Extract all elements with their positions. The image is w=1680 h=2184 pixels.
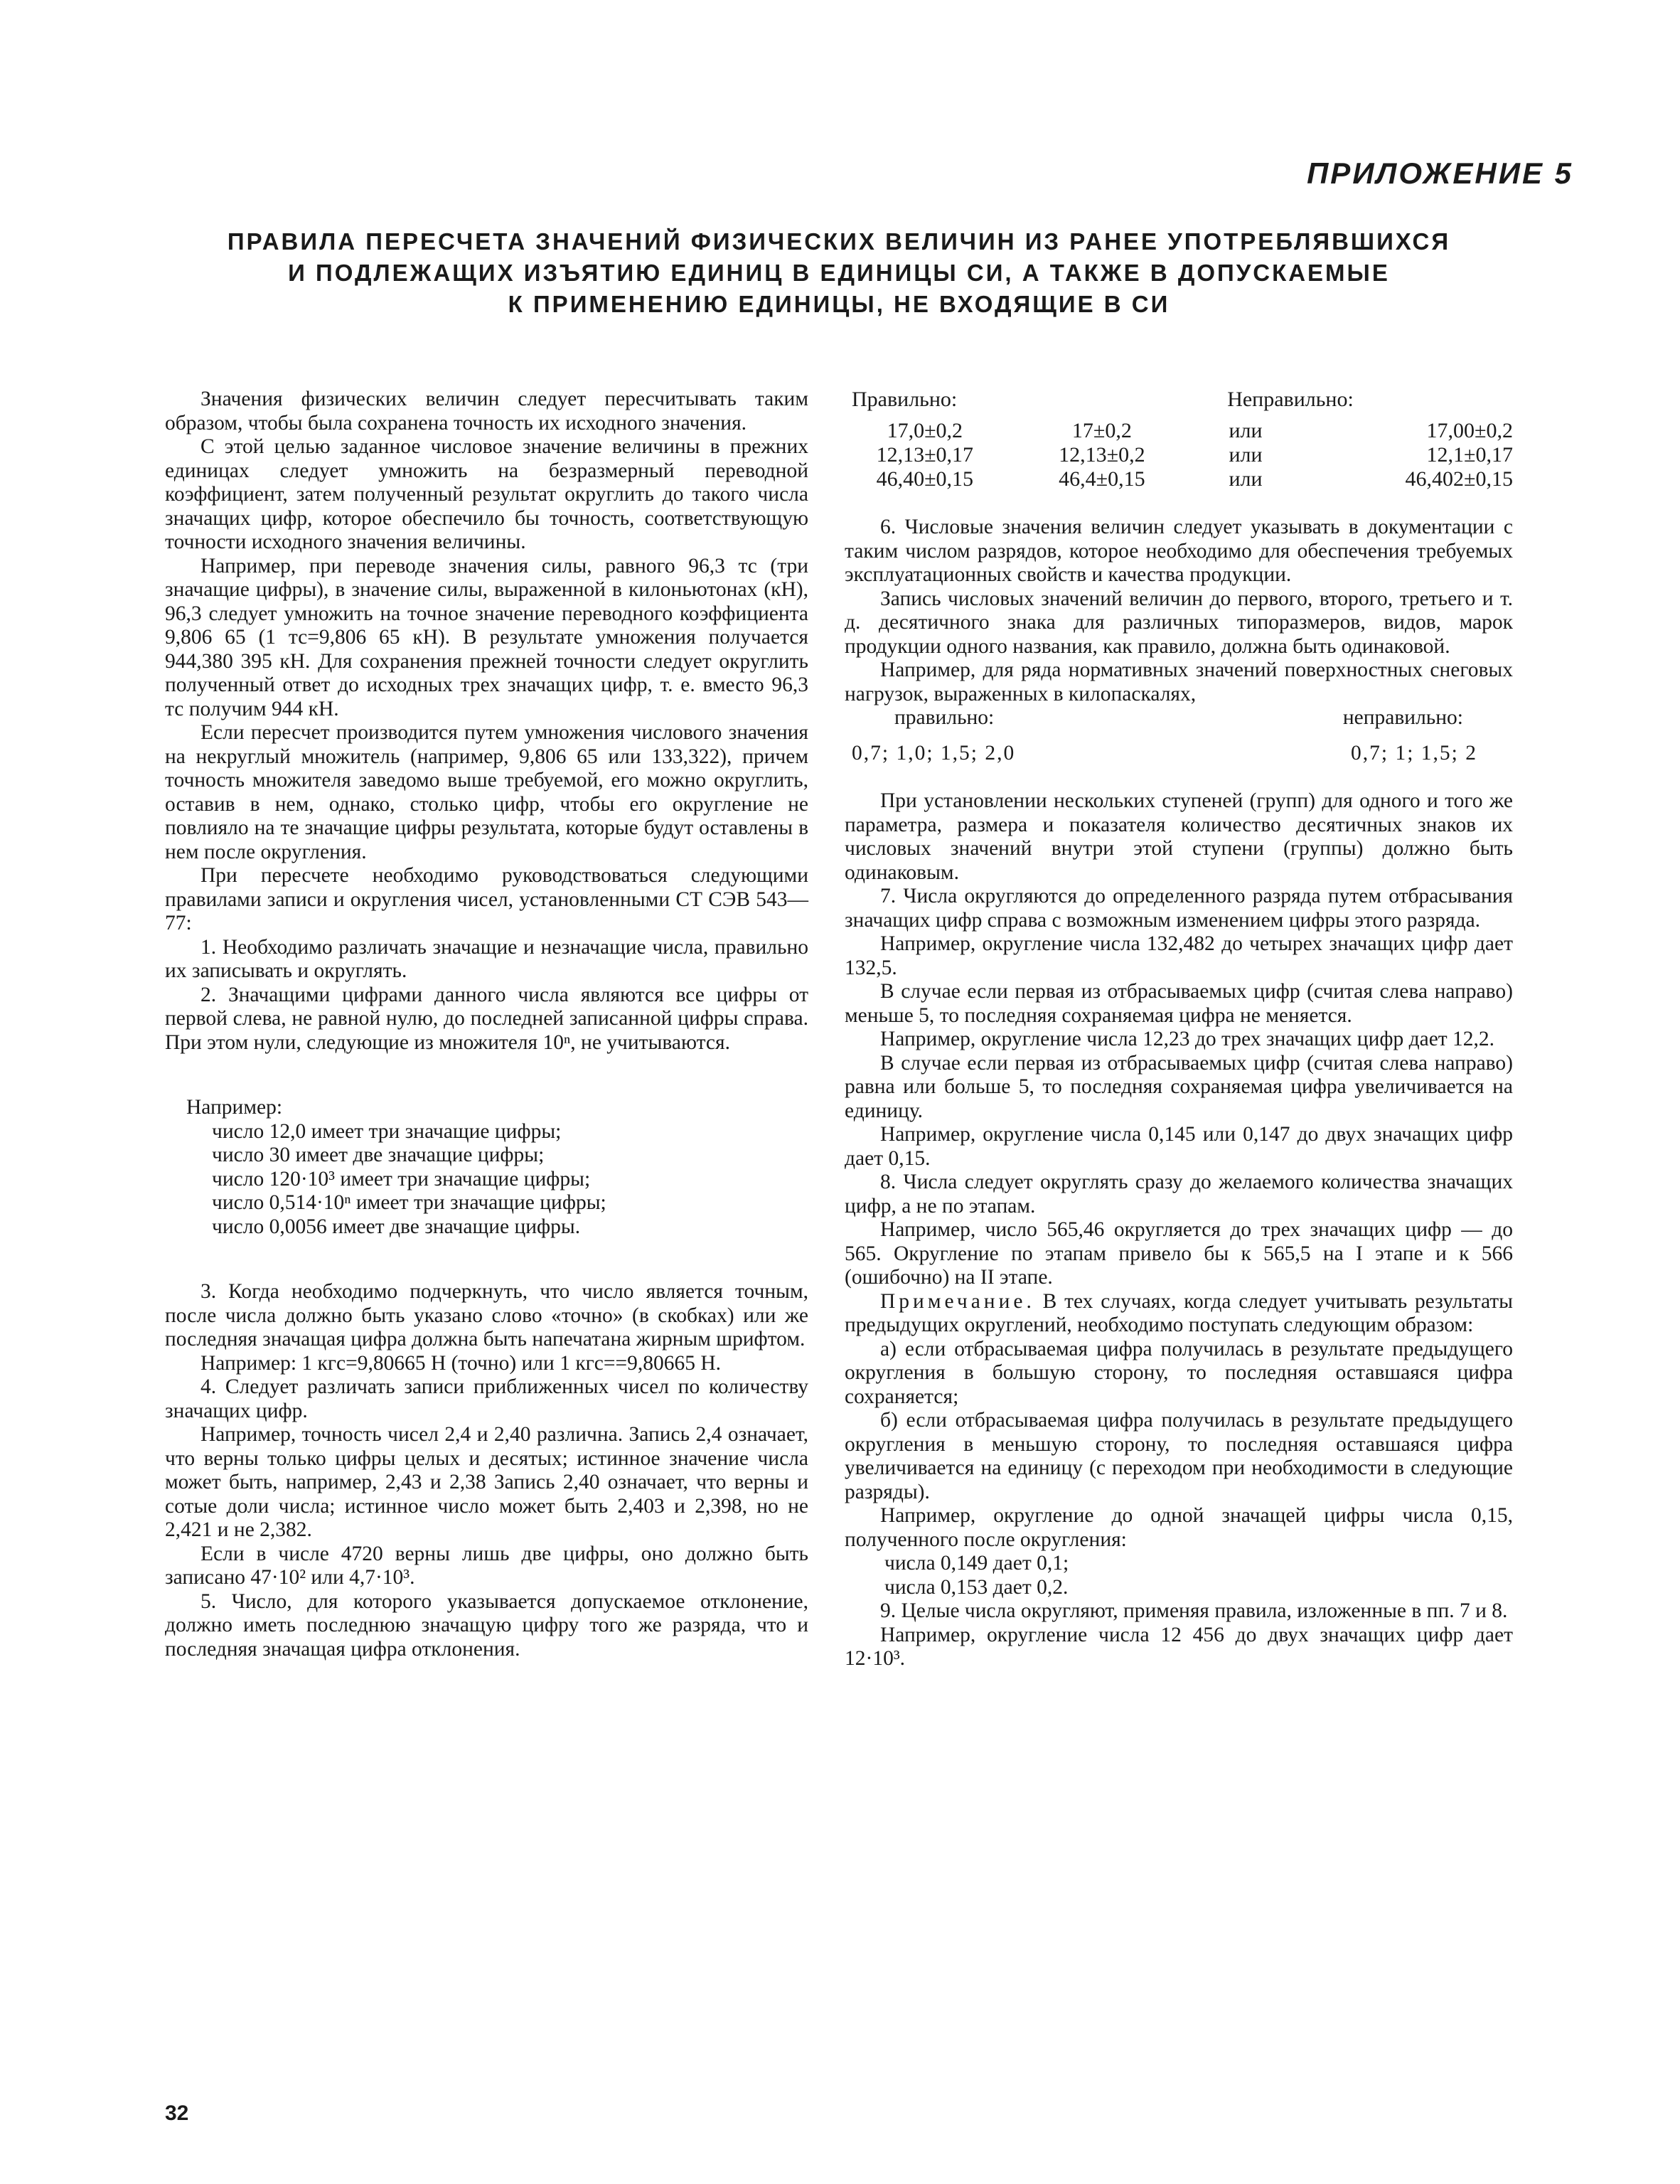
rule-2: 2. Значащими цифрами данного числа являются все цифры от первой слева, не равной нулю, до последней записанной цифры справа. При этом нули, следующие из множителя 10ⁿ, не учитываются.: [165, 983, 808, 1054]
document-title: [142, 226, 1536, 320]
correct-value: 12,13±0,2: [1059, 443, 1145, 467]
example-line: число 30 имеет две значащие цифры;: [212, 1144, 545, 1166]
rule-5: 5. Число, для которого указывается допускаемое отклонение, должно иметь последнюю значащую цифру того же разряда, что и последняя значащая цифра отклонения.: [165, 1589, 808, 1661]
paragraph-multiplier: Если пересчет производится путем умножения числового значения на некруглый множитель (например, 9,806 65 или 133,322), причем точность множителя заведомо выше требуемой, его можно округлить, оставив в нем, однако, столько цифр, чтобы его округление не повлияло на те значащие цифры результата, которые будут оставлены в нем после округления.: [165, 721, 808, 863]
wrong-value: 12,1±0,17: [1426, 443, 1513, 467]
example-line: число 0,0056 имеет две значащие цифры.: [212, 1215, 581, 1238]
correct-value: 17±0,2: [1071, 419, 1132, 442]
or-word: или: [1229, 419, 1263, 442]
rule-6-groups: При установлении нескольких ступеней (групп) для одного и того же параметра, размера и показателя количество десятичных знаков их числовых значений внутри этой ступени (группы) должно быть одинаковым.: [845, 789, 1513, 884]
rule-8: 8. Числа следует округлять сразу до желаемого количества значащих цифр, а не по этапам.: [845, 1171, 1513, 1218]
rule-6-digits: Запись числовых значений величин до первого, второго, третьего и т. д. десятичного знака для различных типоразмеров, видов, марок продукции одного названия, как правило, должна быть одинаковой.: [845, 587, 1513, 658]
rule-1: 1. Необходимо различать значащие и незначащие числа, правильно их записывать и округлять.: [165, 935, 808, 982]
correct-value: 12,13±0,17: [876, 443, 974, 467]
rule-7-example: Например, округление числа 132,482 до четырех значащих цифр дает 132,5.: [845, 932, 1513, 979]
right-column: [845, 388, 1513, 1671]
examples-heading: Например:: [186, 1096, 283, 1119]
snow-wrong-label: неправильно:: [1342, 706, 1463, 729]
example-line: число 120·10³ имеет три значащие цифры;: [212, 1167, 591, 1190]
rule-8-example: Например, число 565,46 округляется до трех значащих цифр — до 565. Округление по этапам привело бы к 565,5 на I этапе и к 566 (ошибочно) на II этапе.: [845, 1218, 1513, 1289]
rule-9-example: Например, округление числа 12 456 до двух значащих цифр дает 12·10³.: [845, 1623, 1513, 1670]
wrong-value: 46,402±0,15: [1405, 467, 1513, 491]
example-line: число 0,514·10ⁿ имеет три значащие цифры;: [212, 1191, 606, 1214]
note-example-line: числа 0,153 дает 0,2.: [884, 1575, 1069, 1599]
note-case-a: а) если отбрасываемая цифра получилась в результате предыдущего округления в большую сторону, то последняя оставшаяся цифра сохраняется;: [845, 1337, 1513, 1408]
rule-4-example-2: Если в числе 4720 верны лишь две цифры, оно должно быть записано 47·10² или 4,7·10³.: [165, 1542, 808, 1589]
note: [845, 1290, 1513, 1338]
title-line-2: И ПОДЛЕЖАЩИХ ИЗЪЯТИЮ ЕДИНИЦ В ЕДИНИЦЫ СИ, А ТАКЖЕ В ДОПУСКАЕМЫЕ: [288, 260, 1390, 286]
example-line: число 12,0 имеет три значащие цифры;: [212, 1119, 562, 1143]
tolerance-table: [845, 388, 1513, 491]
correct-value: 46,40±0,15: [876, 467, 974, 491]
note-example: Например, округление до одной значащей цифры числа 0,15, полученного после округления:: [845, 1504, 1513, 1551]
correct-value: 46,4±0,15: [1059, 467, 1145, 491]
correct-value: 17,0±0,2: [887, 419, 963, 442]
table-row: [845, 443, 1513, 467]
table-row: [845, 419, 1513, 443]
paragraph-example-force: Например, при переводе значения силы, равного 96,3 тс (три значащие цифры), в значение силы, выраженной в килоньютонах (кН), 96,3 следует умножить на точное значение переводного коэффициента 9,806 65 (1 тс=9,806 65 кН). В результате умножения получается 944,380 395 кН. Для сохранения прежней точности следует округлить полученный ответ до исходных трех значащих цифр, т. е. вместо 96,3 тс получим 944 кН.: [165, 554, 808, 720]
table-row: [845, 467, 1513, 491]
snow-values: [845, 742, 1513, 766]
rule-7: 7. Числа округляются до определенного разряда путем отбрасывания значащих цифр справа с возможным изменением цифры этого разряда.: [845, 885, 1513, 932]
or-word: или: [1229, 443, 1263, 467]
rule-7-less-example: Например, округление числа 12,23 до трех значащих цифр дает 12,2.: [880, 1028, 1495, 1050]
rule-3: 3. Когда необходимо подчеркнуть, что число является точным, после числа должно быть указано слово «точно» (в скобках) или же последняя значащая цифра должна быть напечатана жирным шрифтом.: [165, 1280, 808, 1351]
rule-6-example: Например, для ряда нормативных значений поверхностных снеговых нагрузок, выраженных в килопаскалях,: [845, 659, 1513, 705]
snow-correct-label: правильно:: [894, 706, 995, 729]
snow-correct-values: 0,7; 1,0; 1,5; 2,0: [852, 741, 1016, 765]
title-line-3: К ПРИМЕНЕНИЮ ЕДИНИЦЫ, НЕ ВХОДЯЩИЕ В СИ: [508, 291, 1170, 317]
paragraph-method: С этой целью заданное числовое значение величины в прежних единицах следует умножить на безразмерный переводной коэффициент, затем полученный результат округлить до такого числа значащих цифр, которое обеспечило бы точность, соответствующую точности исходного значения величины.: [165, 435, 808, 553]
note-label: Примечание.: [880, 1289, 1035, 1313]
wrong-header: Неправильно:: [1227, 388, 1354, 411]
note-case-b: б) если отбрасываемая цифра получилась в результате предыдущего округления в меньшую сторону, то последняя оставшаяся цифра увеличивается на единицу (с переходом при необходимости в следующие разряды).: [845, 1409, 1513, 1503]
rule-6: 6. Числовые значения величин следует указывать в документации с таким числом разрядов, которое необходимо для обеспечения требуемых эксплуатационных свойств и качества продукции.: [845, 516, 1513, 586]
appendix-label: ПРИЛОЖЕНИЕ 5: [1307, 156, 1573, 190]
paragraph-rules-intro: При пересчете необходимо руководствоваться следующими правилами записи и округления чисел, установленными СТ СЭВ 543—77:: [165, 864, 808, 934]
or-word: или: [1229, 467, 1263, 491]
left-column: [165, 388, 808, 1661]
rule-7-more-example: Например, округление числа 0,145 или 0,147 до двух значащих цифр дает 0,15.: [845, 1123, 1513, 1170]
rule-9: 9. Целые числа округляют, применяя правила, изложенные в пп. 7 и 8.: [880, 1599, 1508, 1622]
correct-header: Правильно:: [852, 388, 958, 411]
wrong-value: 17,00±0,2: [1426, 419, 1513, 442]
rule-4-example: Например, точность чисел 2,4 и 2,40 различна. Запись 2,4 означает, что верны только цифры целых и десятых; истинное значение числа может быть, например, 2,43 и 2,38 Запись 2,40 означает, что верны и сотые доли числа; истинное число может быть 2,403 и 2,398, но не 2,421 и не 2,382.: [165, 1423, 808, 1541]
rule-3-example: Например: 1 кгс=9,80665 Н (точно) или 1 кгс==9,80665 Н.: [200, 1351, 722, 1375]
snow-labels: [845, 706, 1513, 730]
note-example-line: числа 0,149 дает 0,1;: [884, 1552, 1069, 1575]
note-text: В тех случаях, когда следует учитывать результаты предыдущих округлений, необходимо поступать следующим образом:: [845, 1289, 1514, 1336]
title-line-1: ПРАВИЛА ПЕРЕСЧЕТА ЗНАЧЕНИЙ ФИЗИЧЕСКИХ ВЕЛИЧИН ИЗ РАНЕЕ УПОТРЕБЛЯВШИХСЯ: [227, 228, 1451, 255]
page-number: 32: [165, 2102, 189, 2125]
rule-7-less-than-5: В случае если первая из отбрасываемых цифр (считая слева направо) меньше 5, то последняя сохраняемая цифра не меняется.: [845, 980, 1513, 1027]
paragraph-intro: Значения физических величин следует пересчитывать таким образом, чтобы была сохранена точность их исходного значения.: [165, 388, 808, 435]
rule-4: 4. Следует различать записи приближенных чисел по количеству значащих цифр.: [165, 1375, 808, 1422]
snow-wrong-values: 0,7; 1; 1,5; 2: [1351, 741, 1477, 765]
rule-7-more-than-5: В случае если первая из отбрасываемых цифр (считая слева направо) равна или больше 5, то последняя сохраняемая цифра увеличивается на единицу.: [845, 1051, 1513, 1122]
